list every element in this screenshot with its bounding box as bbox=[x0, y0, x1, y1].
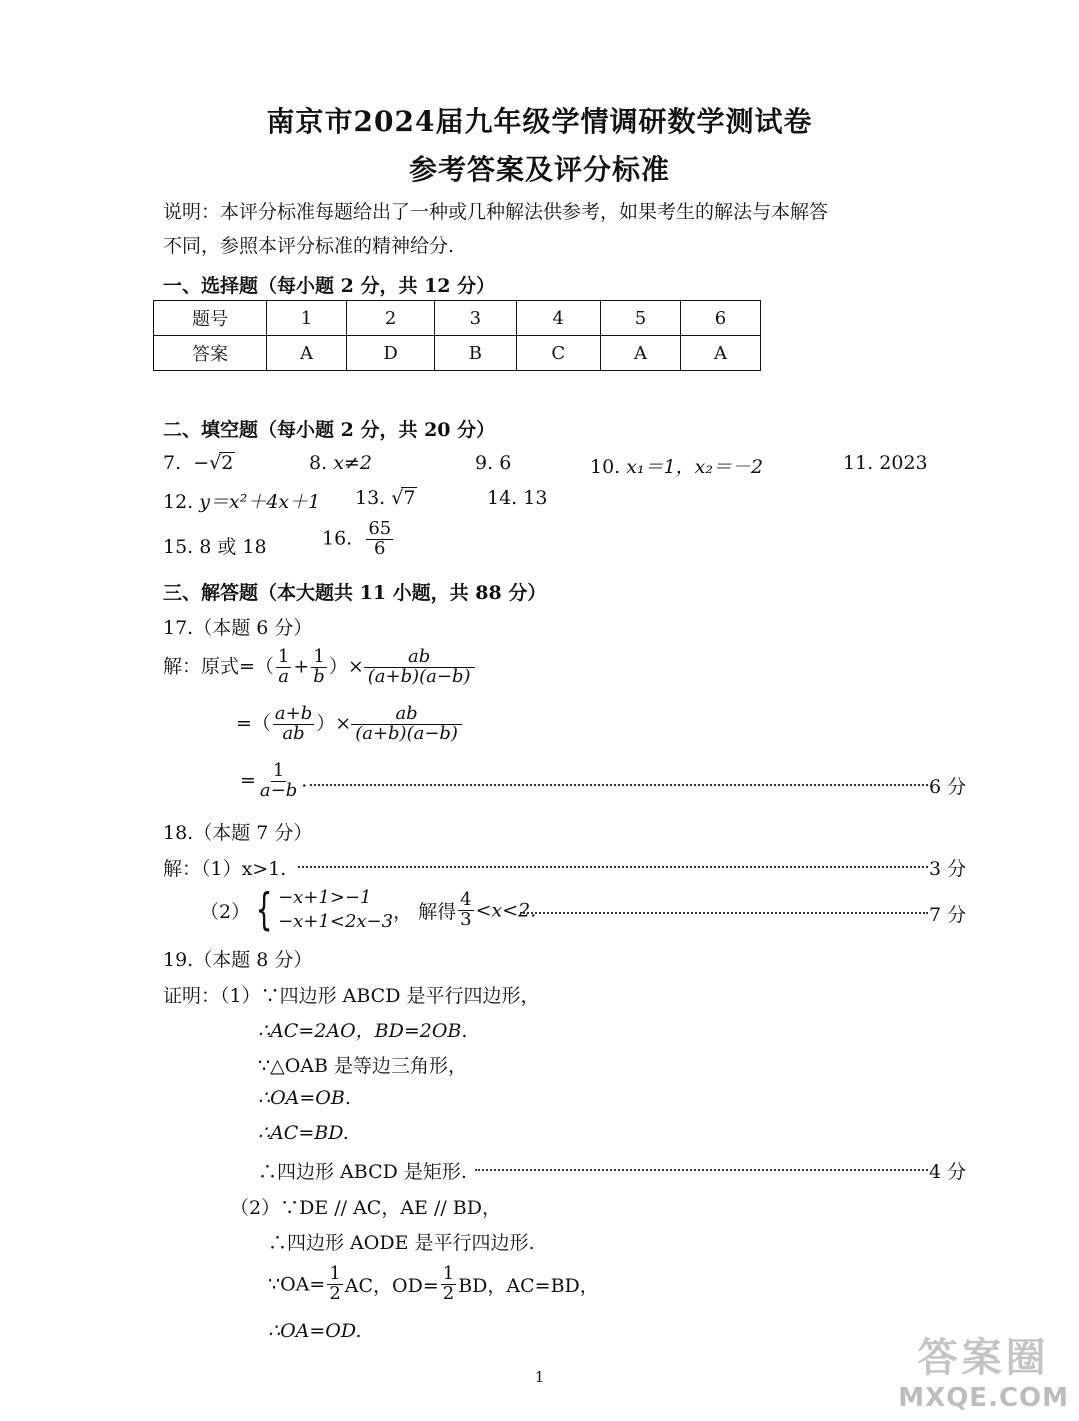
score-label: 4 分 bbox=[929, 1161, 967, 1183]
inequality-system: −x+1>−1 −x+1<2x−3 bbox=[278, 887, 394, 933]
table-cell: D bbox=[346, 336, 434, 371]
p18-part-2: （2） { −x+1>−1 −x+1<2x−3 ， 解得 $\frac{4}{3}$ <x<2. bbox=[200, 884, 537, 936]
answer-q16: 16. $\frac{65}{6}$ bbox=[322, 518, 392, 559]
watermark-logo: 答案圈 MXQE.COM bbox=[898, 1335, 1069, 1413]
p19-line: ∴四边形 AODE 是平行四边形. bbox=[268, 1232, 535, 1254]
table-cell: C bbox=[516, 336, 600, 371]
section-3-heading: 三、解答题（本大题共 11 小题，共 88 分） bbox=[163, 582, 547, 604]
problem-17-heading: 17.（本题 6 分） bbox=[163, 617, 313, 639]
dotted-leader bbox=[475, 1169, 928, 1171]
p17-line-2: =（ $\frac{a+b}{ab}$ ）× $\frac{ab}{(a+b)(a-b)}$ bbox=[236, 705, 462, 744]
page-title: 南京市2024届九年级学情调研数学测试卷 bbox=[266, 105, 813, 138]
section-2-heading: 二、填空题（每小题 2 分，共 20 分） bbox=[163, 419, 496, 441]
fraction: $\frac{65}{6}$ bbox=[368, 518, 392, 559]
page-subtitle: 参考答案及评分标准 bbox=[408, 153, 670, 186]
p19-line: （2）∵DE // AC，AE // BD， bbox=[230, 1197, 502, 1219]
p17-line-1: 解：原式=（ $\frac{1}{a}$ + $\frac{1}{b}$ ）× $\frac{ab}{(a+b)(a-b)}$ bbox=[163, 648, 475, 687]
intro-line-2: 不同，参照本评分标准的精神给分. bbox=[163, 235, 455, 257]
problem-19-heading: 19.（本题 8 分） bbox=[163, 949, 313, 971]
answer-q14: 14. 13 bbox=[487, 487, 548, 509]
table-row bbox=[154, 336, 761, 371]
table-cell: 题号 bbox=[154, 301, 267, 336]
p19-line: 证明：（1）∵四边形 ABCD 是平行四边形， bbox=[163, 985, 540, 1007]
p19-line: ∵△OAB 是等边三角形， bbox=[258, 1055, 468, 1077]
score-label: 6 分 bbox=[929, 776, 967, 798]
dotted-leader bbox=[310, 784, 928, 786]
p19-line: ∴OA=OD. bbox=[268, 1320, 362, 1342]
intro-line-1: 说明：本评分标准每题给出了一种或几种解法供参考，如果考生的解法与本解答 bbox=[163, 201, 829, 223]
table-cell: A bbox=[600, 336, 680, 371]
table-cell: 4 bbox=[516, 301, 600, 336]
answer-q7: 7. −√2 bbox=[163, 452, 234, 474]
table-row bbox=[154, 301, 761, 336]
answer-q8: 8. x≠2 bbox=[309, 452, 372, 474]
table-cell: A bbox=[680, 336, 760, 371]
table-cell: B bbox=[435, 336, 516, 371]
p19-line: ∴AC=BD. bbox=[258, 1122, 349, 1144]
table-cell: 3 bbox=[435, 301, 516, 336]
p19-line: ∴四边形 ABCD 是矩形. bbox=[258, 1161, 467, 1183]
page-number: 1 bbox=[534, 1368, 545, 1386]
table-cell: 6 bbox=[680, 301, 760, 336]
p19-line: ∴AC=2AO，BD=2OB. bbox=[258, 1020, 468, 1042]
answer-q11: 11. 2023 bbox=[843, 452, 928, 474]
table-cell: 2 bbox=[346, 301, 434, 336]
score-label: 7 分 bbox=[929, 904, 967, 926]
brace-glyph: { bbox=[255, 884, 273, 936]
section-1-heading: 一、选择题（每小题 2 分，共 12 分） bbox=[163, 275, 496, 297]
answer-q13: 13. √7 bbox=[355, 487, 416, 509]
answer-q15: 15. 8 或 18 bbox=[163, 536, 267, 558]
dotted-leader bbox=[298, 866, 928, 868]
answer-q12: 12. y＝x²＋4x＋1 bbox=[163, 491, 321, 513]
table-cell: 5 bbox=[600, 301, 680, 336]
p17-line-3: = $\frac{1}{a-b}$ . bbox=[240, 760, 308, 801]
answer-q10: 10. x₁＝1，x₂＝－2 bbox=[590, 456, 764, 478]
p18-part-1: 解：（1）x>1. bbox=[163, 858, 287, 880]
dotted-leader bbox=[520, 912, 928, 914]
p19-line: ∴OA=OB. bbox=[258, 1087, 351, 1109]
table-cell: 答案 bbox=[154, 336, 267, 371]
problem-18-heading: 18.（本题 7 分） bbox=[163, 822, 313, 844]
table-cell: 1 bbox=[267, 301, 347, 336]
score-label: 3 分 bbox=[929, 858, 967, 880]
table-cell: A bbox=[267, 336, 347, 371]
p19-line-fractions: ∵OA= $\frac{1}{2}$ AC，OD= $\frac{1}{2}$ BD，AC=BD， bbox=[268, 1263, 599, 1304]
answer-q9: 9. 6 bbox=[475, 452, 512, 474]
answer-table bbox=[153, 300, 761, 371]
